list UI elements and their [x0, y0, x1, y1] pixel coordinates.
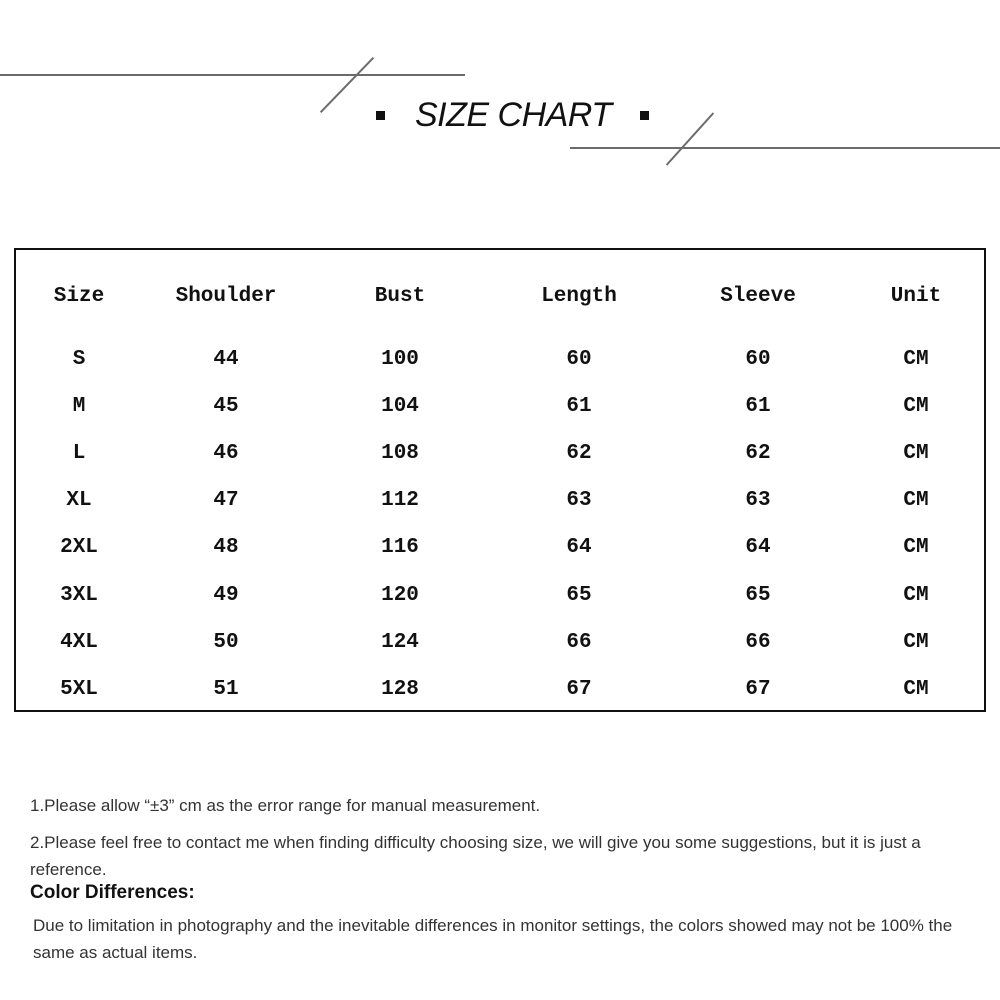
- table-cell: 5XL: [60, 678, 98, 701]
- color-differences-heading: Color Differences:: [30, 882, 195, 903]
- table-cell: 49: [213, 584, 239, 607]
- header-line-right: [570, 147, 1000, 149]
- table-cell: CM: [903, 536, 929, 559]
- table-cell: 66: [566, 631, 592, 654]
- table-cell: 124: [381, 631, 419, 654]
- table-cell: CM: [903, 584, 929, 607]
- header-slash-left: [320, 57, 374, 113]
- table-cell: 66: [745, 631, 771, 654]
- table-cell: S: [72, 348, 86, 371]
- table-cell: 65: [566, 584, 592, 607]
- table-cell: CM: [903, 395, 929, 418]
- table-cell: 45: [213, 395, 239, 418]
- table-cell: 62: [566, 442, 592, 465]
- table-cell: 108: [381, 442, 419, 465]
- column-header: Shoulder: [175, 285, 277, 308]
- table-cell: 67: [566, 678, 592, 701]
- table-cell: CM: [903, 348, 929, 371]
- table-cell: 104: [381, 395, 419, 418]
- table-cell: 47: [213, 489, 239, 512]
- table-cell: 2XL: [60, 536, 98, 559]
- color-differences-text: Due to limitation in photography and the inevitable differences in monitor settings, the colors showed may not be 100% the same as actual items.: [33, 916, 953, 962]
- square-bullet-right-icon: [640, 111, 649, 120]
- table-cell: 50: [213, 631, 239, 654]
- table-cell: CM: [903, 631, 929, 654]
- page-title: SIZE CHART: [415, 95, 612, 134]
- table-cell: 128: [381, 678, 419, 701]
- table-cell: CM: [903, 442, 929, 465]
- table-cell: 48: [213, 536, 239, 559]
- measurement-note: 1.Please allow “±3” cm as the error range for manual measurement.: [30, 796, 541, 815]
- column-header: Bust: [374, 285, 426, 308]
- column-header: Length: [541, 285, 617, 308]
- table-cell: 4XL: [60, 631, 98, 654]
- table-cell: 3XL: [60, 584, 98, 607]
- square-bullet-left-icon: [376, 111, 385, 120]
- table-cell: 51: [213, 678, 239, 701]
- table-cell: 64: [566, 536, 592, 559]
- title-block: [376, 92, 649, 138]
- table-cell: 61: [566, 395, 592, 418]
- table-cell: CM: [903, 678, 929, 701]
- table-cell: XL: [66, 489, 92, 512]
- table-cell: 67: [745, 678, 771, 701]
- column-header: Sleeve: [720, 285, 796, 308]
- table-cell: 61: [745, 395, 771, 418]
- table-cell: 116: [381, 536, 419, 559]
- table-cell: M: [72, 395, 86, 418]
- table-cell: 60: [566, 348, 592, 371]
- table-cell: 44: [213, 348, 239, 371]
- table-cell: 100: [381, 348, 419, 371]
- table-cell: L: [72, 442, 86, 465]
- table-cell: 46: [213, 442, 239, 465]
- header-line-left: [0, 74, 465, 76]
- table-cell: 64: [745, 536, 771, 559]
- table-cell: 60: [745, 348, 771, 371]
- column-header: Size: [53, 285, 105, 308]
- table-cell: 120: [381, 584, 419, 607]
- size-table: [14, 248, 986, 712]
- table-cell: 62: [745, 442, 771, 465]
- table-cell: 63: [745, 489, 771, 512]
- table-cell: 112: [381, 489, 419, 512]
- table-cell: 65: [745, 584, 771, 607]
- contact-note: 2.Please feel free to contact me when finding difficulty choosing size, we will give you some suggestions, but it is just a reference.: [30, 833, 921, 879]
- header-slash-right: [666, 112, 714, 165]
- table-cell: CM: [903, 489, 929, 512]
- column-header: Unit: [890, 285, 942, 308]
- table-cell: 63: [566, 489, 592, 512]
